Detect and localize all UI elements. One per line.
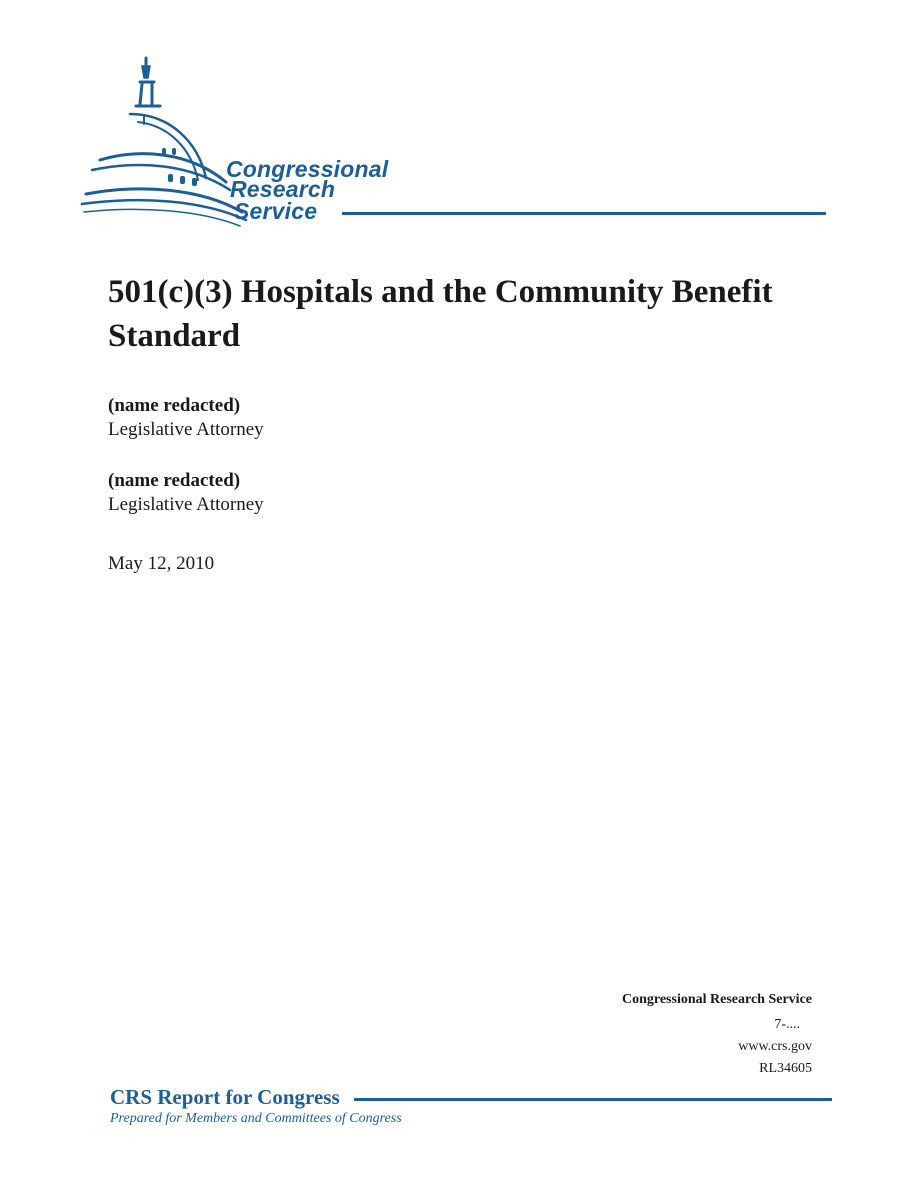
author-block	[108, 394, 264, 442]
footer-subtitle: Prepared for Members and Committees of Congress	[110, 1111, 402, 1126]
footer-rule	[354, 1098, 832, 1101]
report-title: 501(c)(3) Hospitals and the Community Benefit Standard	[108, 274, 773, 354]
author-block	[108, 469, 264, 517]
report-date: May 12, 2010	[108, 553, 215, 574]
crs-logo	[80, 52, 830, 227]
logo-rule	[342, 212, 826, 215]
info-code: 7-....	[774, 1017, 800, 1032]
logo-text-service: Service	[234, 198, 318, 224]
logo-text-research: Research	[230, 176, 336, 202]
author-role: Legislative Attorney	[108, 419, 264, 440]
footer-title: CRS Report for Congress	[110, 1085, 340, 1109]
author-name: (name redacted)	[108, 470, 241, 491]
capitol-dome-icon	[80, 52, 250, 227]
info-report-number: RL34605	[759, 1061, 812, 1076]
report-info	[622, 989, 812, 1080]
author-name: (name redacted)	[108, 395, 241, 416]
info-organization: Congressional Research Service	[621, 992, 812, 1007]
logo-text-congressional: Congressional	[226, 156, 389, 182]
info-website: www.crs.gov	[738, 1039, 812, 1054]
author-role: Legislative Attorney	[108, 494, 264, 515]
